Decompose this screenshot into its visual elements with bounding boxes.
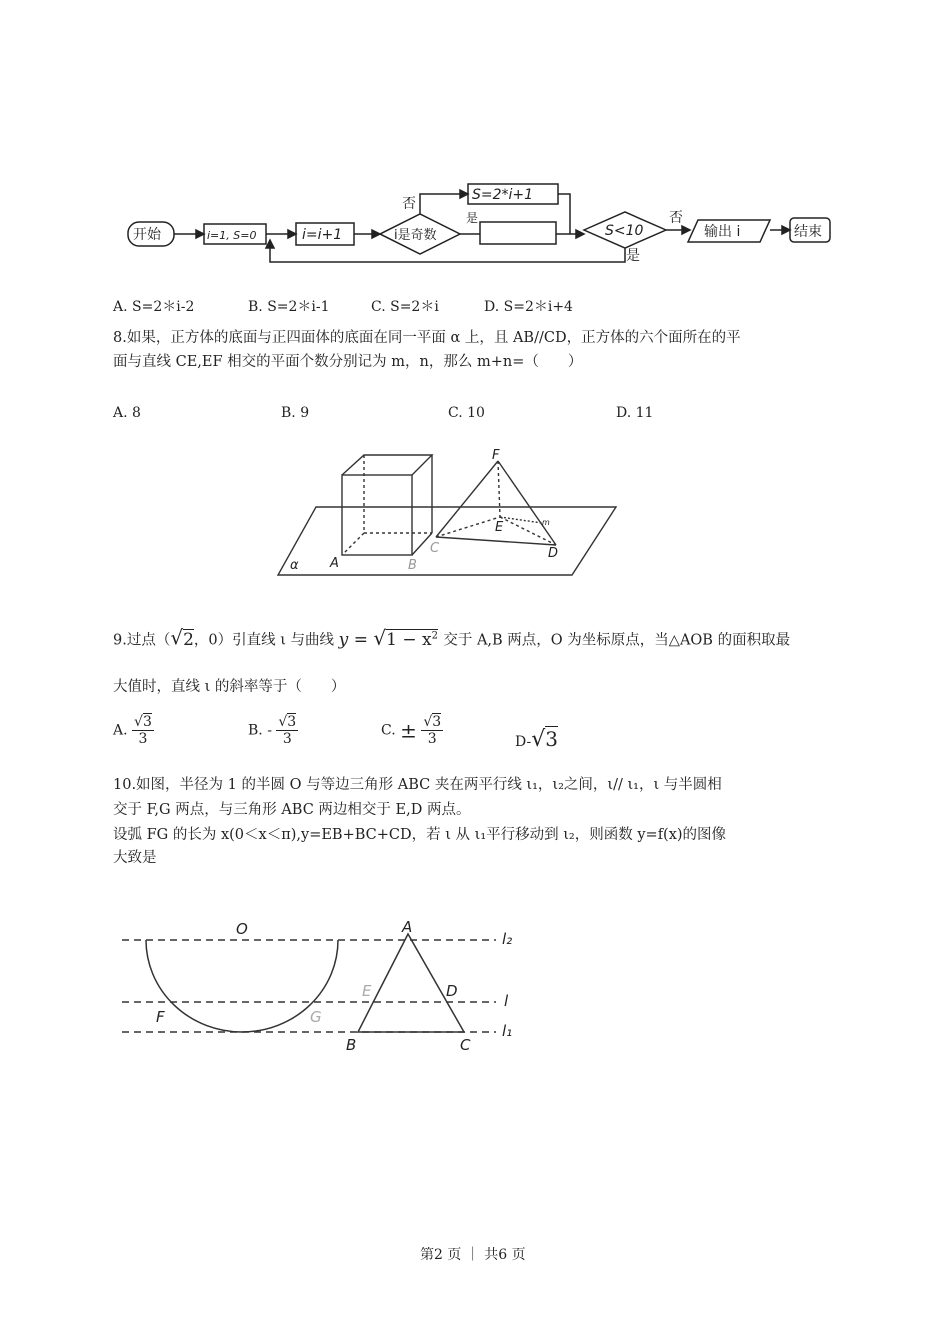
q8-text-line2: 面与直线 CE,EF 相交的平面个数分别记为 m，n，那么 m+n=（ ）	[113, 354, 583, 370]
label-B: B	[408, 558, 417, 573]
label-G: G	[310, 1008, 322, 1026]
q8-option-a: A. 8	[113, 405, 141, 421]
label-D: D	[446, 982, 458, 1000]
label-A: A	[402, 918, 413, 936]
q9-text-line2: 大值时，直线 ι 的斜率等于（ ）	[113, 679, 346, 695]
cube	[342, 455, 432, 555]
q9-option-c: C. ± $\frac{√3}{3}$	[381, 714, 442, 747]
flowchart-figure	[120, 170, 840, 280]
flow-no-label-top: 否	[402, 196, 416, 212]
q7-option-b: B. S=2＊i-1	[248, 299, 330, 315]
label-C: C	[430, 541, 440, 556]
flow-init-label: i=1, S=0	[207, 229, 257, 242]
sqrt-symbol: √	[170, 625, 184, 650]
q8-option-c: C. 10	[448, 405, 485, 421]
q9-option-b: B. - $\frac{√3}{3}$	[248, 714, 297, 747]
curve-equation: $y = √1 - x^2$	[338, 625, 438, 650]
label-F: F	[156, 1008, 165, 1026]
label-l1: l₁	[502, 1022, 513, 1040]
flow-yes-label-bottom: 是	[626, 248, 640, 264]
q7-option-c: C. S=2＊i	[371, 299, 439, 315]
flow-assign-s-label: S=2*i+1	[472, 187, 534, 203]
q10-geometry-figure	[118, 910, 538, 1060]
label-l: l	[504, 992, 509, 1010]
q9-option-d: D-√3	[515, 727, 558, 752]
label-D: D	[548, 546, 559, 561]
q8-geometry-figure	[272, 445, 617, 585]
q8-option-b: B. 9	[281, 405, 310, 421]
label-E: E	[495, 520, 504, 535]
flow-start-label: 开始	[133, 227, 161, 243]
q7-option-a: A. S=2＊i-2	[113, 299, 195, 315]
q10-text-line4: 大致是	[113, 850, 157, 866]
label-F: F	[492, 448, 500, 463]
label-A: A	[330, 556, 339, 571]
label-l2: l₂	[502, 930, 513, 948]
label-C: C	[460, 1036, 471, 1054]
label-O: O	[236, 920, 248, 938]
page-footer: 第2 页 ｜ 共6 页	[420, 1247, 526, 1263]
q8-option-d: D. 11	[616, 405, 654, 421]
flow-blank-box	[480, 222, 556, 244]
flow-end-label: 结束	[794, 224, 822, 240]
q10-text-line3: 设弧 FG 的长为 x(0＜x＜π),y=EB+BC+CD，若 ι 从 ι₁平行移动到 ι₂，则函数 y=f(x)的图像	[113, 827, 727, 843]
label-m: m	[542, 518, 550, 527]
flow-decision-odd-label: i是奇数	[394, 228, 437, 243]
label-B: B	[346, 1036, 357, 1054]
label-E: E	[362, 982, 372, 1000]
plane-alpha	[278, 507, 616, 575]
flow-increment-label: i=i+1	[302, 227, 343, 243]
label-alpha: α	[290, 558, 299, 573]
q10-text-line1: 10.如图，半径为 1 的半圆 O 与等边三角形 ABC 夹在两平行线 ι₁，ι₂之间，ι// ι₁，ι 与半圆相	[113, 777, 722, 793]
q9-text-line1: 9.过点（√2，0）引直线 ι 与曲线 $y = √1 - x^2$ 交于 A,B 两点，O 为坐标原点，当△AOB 的面积取最	[113, 625, 791, 650]
q7-option-d: D. S=2＊i+4	[484, 299, 573, 315]
q9-option-a: A. $\frac{√3}{3}$	[113, 714, 152, 747]
q8-text-line1: 8.如果，正方体的底面与正四面体的底面在同一平面 α 上，且 AB//CD，正方体的六个面所在的平	[113, 330, 741, 346]
flow-decision-s-label: S<10	[605, 223, 644, 239]
flow-output-label: 输出 i	[704, 224, 741, 240]
flow-no-label-right: 否	[669, 210, 683, 226]
flow-yes-label-mid: 是	[466, 211, 479, 225]
q10-text-line2: 交于 F,G 两点，与三角形 ABC 两边相交于 E,D 两点。	[113, 802, 471, 818]
